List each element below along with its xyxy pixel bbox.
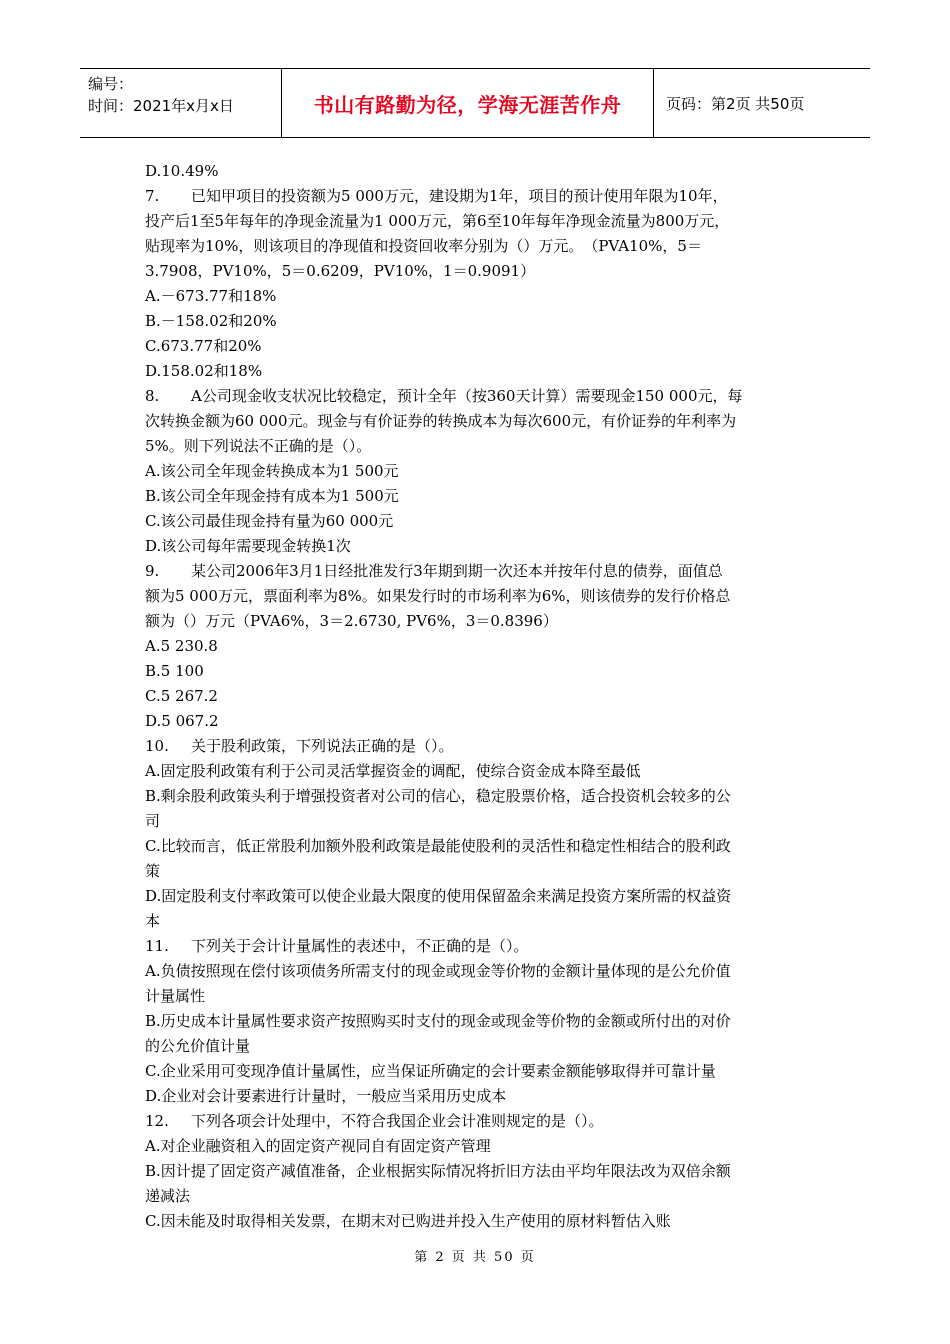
text-line: 计量属性 [145,987,206,1005]
answer-option: D.158.02和18% [145,362,263,380]
question-text: 下列各项会计处理中，不符合我国企业会计准则规定的是（）。 [191,1112,604,1130]
answer-option: D.企业对会计要素进行计量时，一般应当采用历史成本 [145,1087,507,1105]
answer-option: C.因未能及时取得相关发票，在期末对已购进并投入生产使用的原材料暂估入账 [145,1212,671,1230]
answer-option: C.5 267.2 [145,687,218,705]
question-number: 12. [145,1112,169,1130]
text-line: 3.7908，PV10%，5＝0.6209，PV10%，1＝0.9091） [145,262,536,280]
answer-option: A.负债按照现在偿付该项债务所需支付的现金或现金等价物的金额计量体现的是公允价值 [145,962,731,980]
text-line: 司 [145,812,161,830]
answer-option: B.历史成本计量属性要求资产按照购买时支付的现金或现金等价物的金额或所付出的对价 [145,1012,731,1030]
text-line: 额为（）万元（PVA6%，3＝2.6730, PV6%，3＝0.8396） [145,612,558,630]
text-line: 5%。则下列说法不正确的是（）。 [145,437,372,455]
question-line [145,384,813,409]
question-line [145,734,813,759]
question-number: 7. [145,187,160,205]
header-motto: 书山有路勤为径，学海无涯苦作舟 [313,92,622,117]
question-text: 某公司2006年3月1日经批准发行3年期到期一次还本并按年付息的债券，面值总 [191,562,723,580]
answer-option: B.剩余股利政策头利于增强投资者对公司的信心，稳定股票价格，适合投资机会较多的公 [145,787,731,805]
question-number: 8. [145,387,160,405]
text-line: 策 [145,862,161,880]
answer-option: A.该公司全年现金转换成本为1 500元 [145,462,399,480]
answer-option: A.对企业融资租入的固定资产视同自有固定资产管理 [145,1137,491,1155]
question-number: 10. [145,737,169,755]
answer-option: C.该公司最佳现金持有量为60 000元 [145,512,394,530]
question-line [145,559,813,584]
answer-option: A.5 230.8 [145,637,218,655]
question-text: 下列关于会计计量属性的表述中，不正确的是（）。 [191,937,529,955]
answer-option: D.该公司每年需要现金转换1次 [145,537,351,555]
answer-option: C.673.77和20% [145,337,262,355]
header-motto-cell [282,69,654,137]
answer-option: D.10.49% [145,162,219,180]
text-line: 递减法 [145,1187,191,1205]
header-meta [80,69,282,137]
answer-option: D.固定股利支付率政策可以使企业最大限度的使用保留盈余来满足投资方案所需的权益资 [145,887,732,905]
header-page-info: 页码：第2页 共50页 [666,94,805,113]
page-header [80,68,870,138]
header-time-label: 时间：2021年x月x日 [88,97,234,115]
answer-option: D.5 067.2 [145,712,219,730]
answer-option: B.该公司全年现金持有成本为1 500元 [145,487,399,505]
answer-option: A.－673.77和18% [145,287,277,305]
document-body [145,159,813,1234]
text-line: 次转换金额为60 000元。现金与有价证券的转换成本为每次600元，有价证券的年利率为 [145,412,737,430]
answer-option: A.固定股利政策有利于公司灵活掌握资金的调配，使综合资金成本降至最低 [145,762,641,780]
answer-option: B.－158.02和20% [145,312,277,330]
text-line: 的公允价值计量 [145,1037,251,1055]
text-line: 额为5 000万元，票面利率为8%。如果发行时的市场利率为6%，则该债券的发行价格总 [145,587,731,605]
question-line [145,1109,813,1134]
text-line: 投产后1至5年每年的净现金流量为1 000万元，第6至10年每年净现金流量为800万元， [145,212,730,230]
page-footer: 第 2 页 共 50 页 [414,1250,536,1265]
answer-option: C.企业采用可变现净值计量属性，应当保证所确定的会计要素金额能够取得并可靠计量 [145,1062,716,1080]
answer-option: B.因计提了固定资产减值准备，企业根据实际情况将折旧方法由平均年限法改为双倍余额 [145,1162,731,1180]
question-text: A公司现金收支状况比较稳定，预计全年（按360天计算）需要现金150 000元，每 [191,387,743,405]
text-line: 本 [145,912,161,930]
header-id-label: 编号： [88,75,134,93]
question-line [145,184,813,209]
question-number: 9. [145,562,160,580]
answer-option: C.比较而言，低正常股利加额外股利政策是最能使股利的灵活性和稳定性相结合的股利政 [145,837,731,855]
text-line: 贴现率为10%，则该项目的净现值和投资回收率分别为（）万元。 （PVA10%，5＝ [145,237,702,255]
question-text: 已知甲项目的投资额为5 000万元，建设期为1年，项目的预计使用年限为10年， [191,187,728,205]
question-number: 11. [145,937,169,955]
question-text: 关于股利政策，下列说法正确的是（）。 [191,737,454,755]
answer-option: B.5 100 [145,662,204,680]
question-line [145,934,813,959]
